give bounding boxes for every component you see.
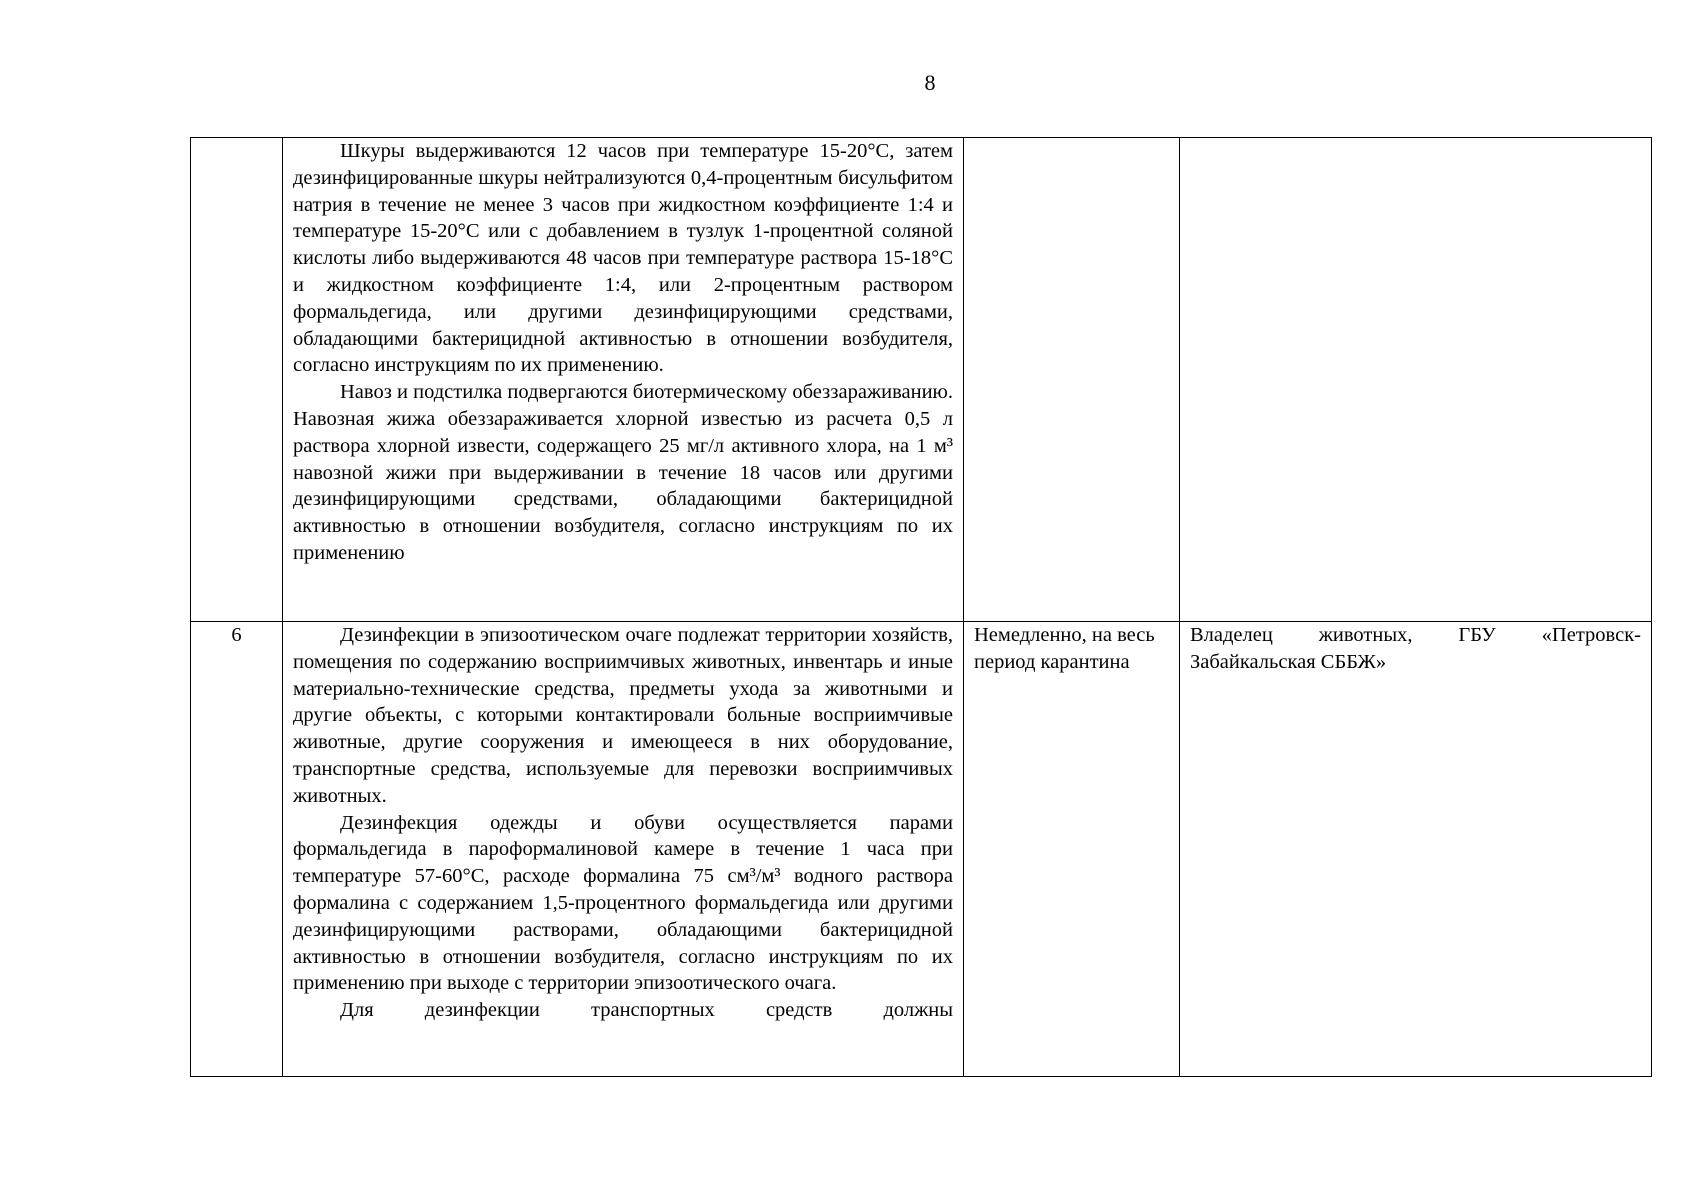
deadline-cell (964, 138, 1180, 622)
table-row (191, 138, 1652, 622)
page-number: 8 (924, 70, 936, 95)
paragraph: Навоз и подстилка подвергаются биотермическому обеззараживанию. Навозная жижа обеззараживается хлорной известью из расчета 0,5 л раствора хлорной извести, содержащего 25 мг/л активного хлора, на 1 м³ навозной жижи при выдерживании в течение 18 часов или другими дезинфицирующими средствами, обладающими бактерицидной активностью в отношении возбудителя, согласно инструкциям по их применению (293, 381, 953, 564)
responsible-cell: Владелец животных, ГБУ «Петровск-Забайкальская СББЖ» (1180, 622, 1652, 1077)
table-row (191, 622, 1652, 1077)
paragraph: Шкуры выдерживаются 12 часов при температуре 15-20°С, затем дезинфицированные шкуры нейтрализуются 0,4-процентным бисульфитом натрия в течение не менее 3 часов при жидкостном коэффициенте 1:4 и температуре 15-20°С или с добавлением в тузлук 1-процентной соляной кислоты либо выдерживаются 48 часов при температуре раствора 15-18°С и жидкостном коэффициенте 1:4, или 2-процентным раствором формальдегида, или другими дезинфицирующими средствами, обладающими бактерицидной активностью в отношении возбудителя, согласно инструкциям по их применению. (293, 140, 953, 377)
measure-description (283, 622, 964, 1077)
row-number: 6 (191, 622, 283, 1077)
deadline-cell: Немедленно, на весь период карантина (964, 622, 1180, 1077)
measure-description (283, 138, 964, 622)
paragraph: Дезинфекции в эпизоотическом очаге подлежат территории хозяйств, помещения по содержанию восприимчивых животных, инвентарь и иные материально-технические средства, предметы ухода за животными и другие объекты, с которыми контактировали больные восприимчивые животные, другие сооружения и имеющееся в них оборудование, транспортные средства, используемые для перевозки восприимчивых животных. (293, 624, 953, 807)
responsible-cell (1180, 138, 1652, 622)
paragraph: Для дезинфекции транспортных средств должны (340, 999, 953, 1022)
measures-table (190, 137, 1652, 1077)
paragraph: Дезинфекция одежды и обуви осуществляется парами формальдегида в пароформалиновой камере в течение 1 часа при температуре 57-60°С, расходе формалина 75 см³/м³ водного раствора формалина с содержанием 1,5-процентного формальдегида или другими дезинфицирующими растворами, обладающими бактерицидной активностью в отношении возбудителя, согласно инструкциям по их применению при выходе с территории эпизоотического очага. (293, 811, 953, 995)
row-number (191, 138, 283, 622)
